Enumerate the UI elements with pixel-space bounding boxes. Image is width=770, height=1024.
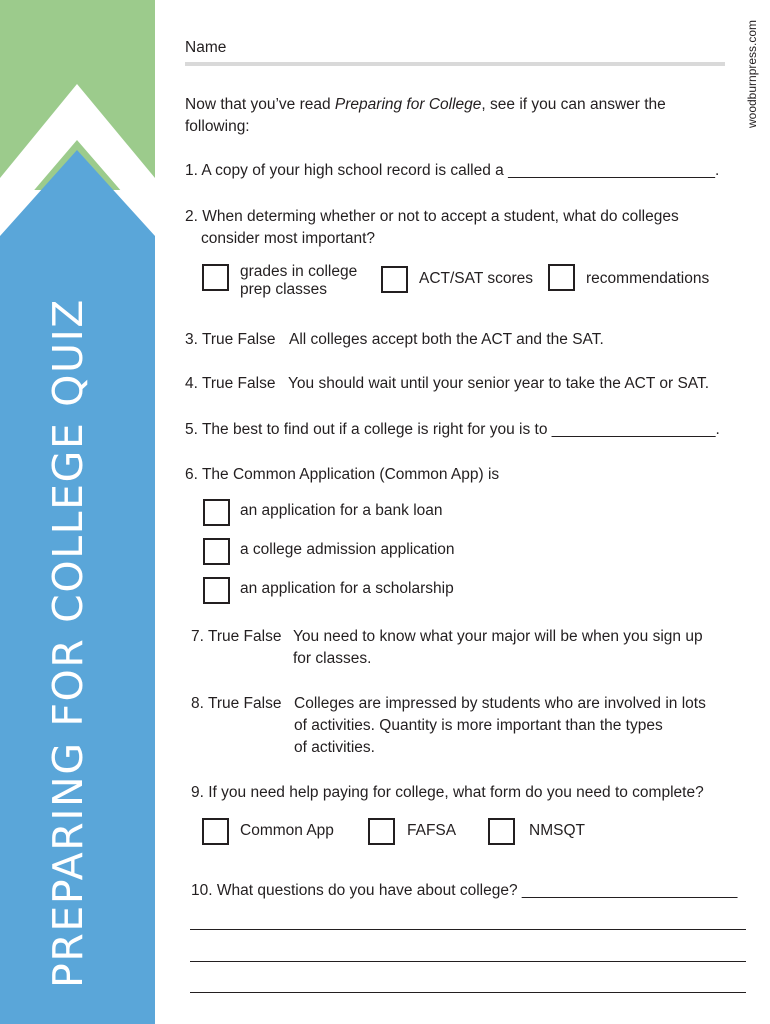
sidebar	[0, 0, 155, 1024]
question-7-line-2: for classes.	[293, 650, 372, 667]
question-9: 9. If you need help paying for college, what form do you need to complete?	[191, 784, 704, 801]
question-7-true-false[interactable]: 7. True False	[191, 628, 282, 645]
q2-option-grades-line-1: grades in college	[240, 263, 358, 280]
website-credit: woodburnpress.com	[745, 19, 759, 128]
q9-option-fafsa: FAFSA	[407, 822, 457, 839]
question-2-line-1: 2. When determing whether or not to accept a student, what do colleges	[185, 208, 679, 225]
question-7-line-1: You need to know what your major will be when you sign up	[293, 628, 703, 645]
q9-nmsqt-checkbox[interactable]	[488, 818, 515, 845]
q9-fafsa-checkbox[interactable]	[368, 818, 395, 845]
name-label: Name	[185, 39, 227, 56]
q2-act-sat-checkbox[interactable]	[381, 266, 408, 293]
question-4-text: You should wait until your senior year to take the ACT or SAT.	[288, 375, 710, 392]
question-8-line-3: of activities.	[294, 739, 375, 756]
question-8-line-2: of activities. Quantity is more important than the types	[294, 717, 663, 734]
q2-option-recommendations: recommendations	[586, 270, 710, 287]
q2-option-act-sat: ACT/SAT scores	[419, 270, 533, 287]
q2-option-grades-line-2: prep classes	[240, 281, 328, 298]
q6-bank-loan-checkbox[interactable]	[203, 499, 230, 526]
answer-line-3[interactable]	[190, 992, 746, 993]
q2-grades-checkbox[interactable]	[202, 264, 229, 291]
question-8-true-false[interactable]: 8. True False	[191, 695, 282, 712]
question-3-true-false[interactable]: 3. True False	[185, 331, 276, 348]
answer-line-1[interactable]	[190, 929, 746, 930]
q6-scholarship-checkbox[interactable]	[203, 577, 230, 604]
quiz-title: PREPARING FOR COLLEGE QUIZ	[44, 298, 92, 988]
question-3-text: All colleges accept both the ACT and the SAT.	[289, 331, 604, 348]
q6-option-bank-loan: an application for a bank loan	[240, 502, 443, 519]
question-2-line-2: consider most important?	[201, 230, 376, 247]
q2-recommendations-checkbox[interactable]	[548, 264, 575, 291]
q9-option-nmsqt: NMSQT	[529, 822, 585, 839]
q6-option-scholarship: an application for a scholarship	[240, 580, 454, 597]
q9-option-common-app: Common App	[240, 822, 334, 839]
name-field[interactable]	[185, 62, 725, 66]
question-5: 5. The best to find out if a college is right for you is to ___________________.	[185, 421, 720, 438]
question-8-line-1: Colleges are impressed by students who are involved in lots	[294, 695, 706, 712]
q9-common-app-checkbox[interactable]	[202, 818, 229, 845]
intro-text: Now that you’ve read Preparing for College, see if you can answer the following:	[185, 96, 666, 135]
question-10: 10. What questions do you have about college? _________________________	[191, 882, 738, 899]
answer-line-2[interactable]	[190, 961, 746, 962]
question-4-true-false[interactable]: 4. True False	[185, 375, 276, 392]
q6-admission-checkbox[interactable]	[203, 538, 230, 565]
question-1: 1. A copy of your high school record is called a ________________________.	[185, 162, 720, 179]
question-6: 6. The Common Application (Common App) is	[185, 466, 500, 483]
q6-option-admission: a college admission application	[240, 541, 455, 558]
